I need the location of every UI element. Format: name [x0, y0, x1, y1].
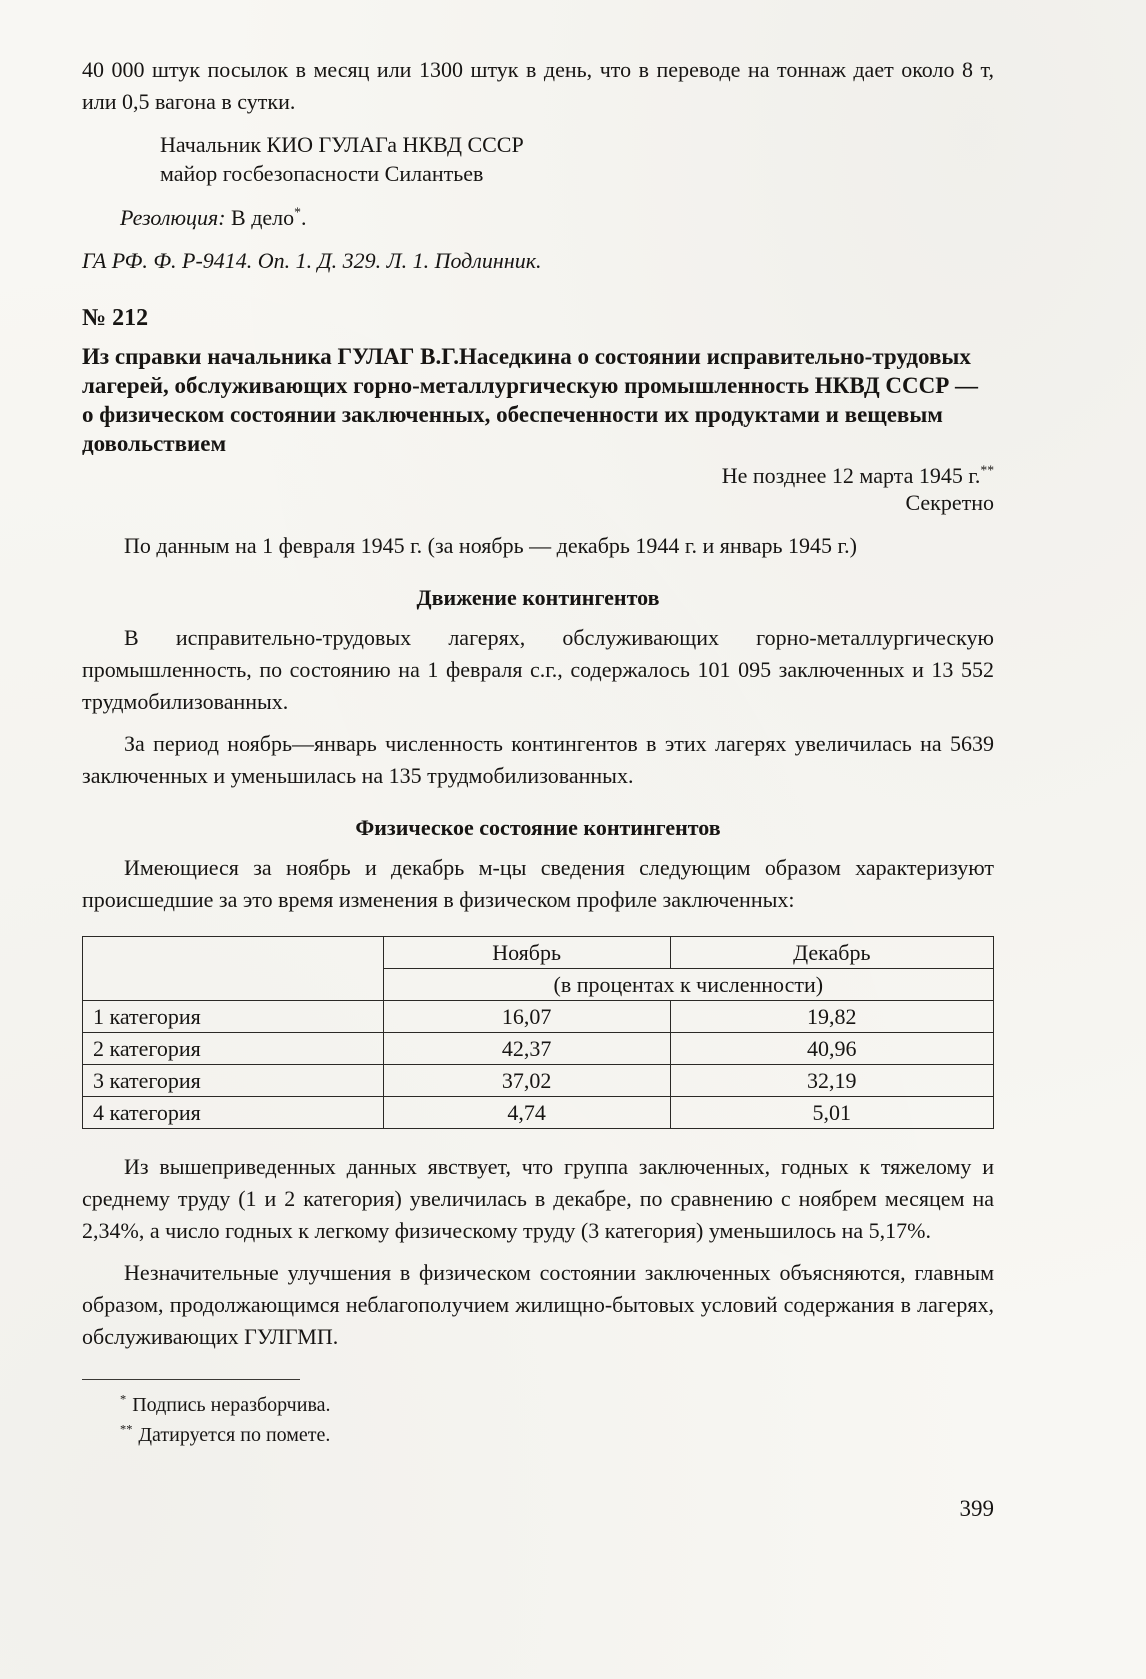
table-row — [83, 1001, 994, 1033]
movement-paragraph-2: За период ноябрь—январь численность контингентов в этих лагерях увеличилась на 5639 заключенных и уменьшилась на 135 трудмобилизованных. — [82, 731, 994, 788]
footnote-separator — [82, 1379, 300, 1380]
value-december: 5,01 — [670, 1097, 993, 1129]
signature-block — [160, 130, 994, 188]
column-header-december: Декабрь — [670, 937, 993, 969]
section-heading-physical: Физическое состояние контингентов — [355, 815, 721, 840]
physical-paragraph-3: Незначительные улучшения в физическом состоянии заключенных объясняются, главным образом, продолжающимся неблагополучием жилищно-бытовых условий содержания в лагерях, обслуживающих ГУЛГМП. — [82, 1260, 994, 1349]
value-november: 37,02 — [383, 1065, 670, 1097]
page-number: 399 — [959, 1496, 994, 1521]
footnote-line — [120, 1420, 994, 1450]
section-heading-movement: Движение контингентов — [416, 585, 660, 610]
footnote-marker: * — [120, 1392, 127, 1407]
table-corner-cell — [83, 937, 384, 1001]
footnote-text: Датируется по помете. — [138, 1424, 331, 1446]
footnote-line — [120, 1390, 994, 1420]
value-december: 40,96 — [670, 1033, 993, 1065]
row-label: 1 категория — [83, 1001, 384, 1033]
footnote-marker: ** — [120, 1422, 133, 1437]
resolution-text: В дело — [225, 205, 295, 230]
value-november: 16,07 — [383, 1001, 670, 1033]
table-row — [83, 1097, 994, 1129]
value-november: 4,74 — [383, 1097, 670, 1129]
document-number: № 212 — [82, 305, 149, 331]
classification-label: Секретно — [905, 490, 994, 515]
column-header-november: Ноябрь — [383, 937, 670, 969]
footnotes-block — [120, 1390, 994, 1450]
signature-name-line: майор госбезопасности Силантьев — [160, 161, 484, 186]
table-row — [83, 1033, 994, 1065]
table-header-row — [83, 937, 994, 969]
physical-paragraph-1: Имеющиеся за ноябрь и декабрь м-цы сведения следующим образом характеризуют происшедшие за это время изменения в физическом профиле заключенных: — [82, 855, 994, 912]
row-label: 2 категория — [83, 1033, 384, 1065]
row-label: 3 категория — [83, 1065, 384, 1097]
resolution-label: Резолюция: — [120, 205, 226, 230]
archive-reference: ГА РФ. Ф. Р-9414. Оп. 1. Д. 329. Л. 1. Подлинник. — [82, 248, 542, 273]
value-december: 19,82 — [670, 1001, 993, 1033]
value-november: 42,37 — [383, 1033, 670, 1065]
value-december: 32,19 — [670, 1065, 993, 1097]
footnote-text: Подпись неразборчива. — [132, 1394, 331, 1416]
signature-position-line: Начальник КИО ГУЛАГа НКВД СССР — [160, 132, 524, 157]
row-label: 4 категория — [83, 1097, 384, 1129]
resolution-footnote-marker: * — [294, 204, 301, 220]
continuation-paragraph: 40 000 штук посылок в месяц или 1300 штук в день, что в переводе на тоннаж дает около 8 т, или 0,5 вагона в сутки. — [82, 57, 994, 114]
physical-paragraph-2: Из вышеприведенных данных явствует, что группа заключенных, годных к тяжелому и среднему труду (1 и 2 категория) увеличилась в декабре, по сравнению с ноябрем месяцем на 2,34%, а число годных к легкому физическому труду (3 категория) уменьшилось на 5,17%. — [82, 1154, 994, 1243]
category-percentage-table — [82, 936, 994, 1129]
page-content — [82, 54, 994, 1450]
document-title: Из справки начальника ГУЛАГ В.Г.Наседкина о состоянии исправительно-трудовых лагерей, обслуживающих горно-металлургическую промышленность НКВД СССР — о физическом состоянии заключенных, обеспеченности их продуктами и вещевым довольствием — [82, 344, 979, 456]
table-row — [83, 1065, 994, 1097]
document-date: Не позднее 12 марта 1945 г. — [721, 463, 981, 488]
date-footnote-marker: ** — [980, 462, 994, 478]
resolution-suffix: . — [300, 205, 307, 230]
date-block — [82, 462, 994, 516]
table-units-note: (в процентах к численности) — [383, 969, 993, 1001]
document-date-line — [82, 462, 994, 489]
intro-paragraph: По данным на 1 февраля 1945 г. (за ноябрь — декабрь 1944 г. и январь 1945 г.) — [124, 533, 857, 558]
resolution-line — [120, 204, 994, 232]
movement-paragraph-1: В исправительно-трудовых лагерях, обслуживающих горно-металлургическую промышленность, по состоянию на 1 февраля с.г., содержалось 101 095 заключенных и 13 552 трудмобилизованных. — [82, 625, 994, 714]
